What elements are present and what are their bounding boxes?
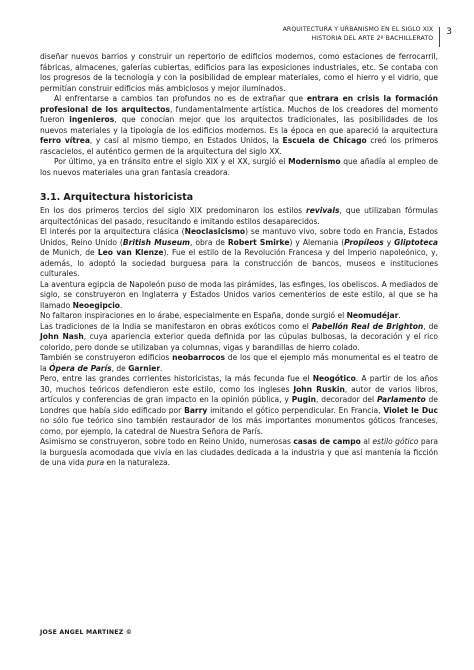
header-title: ARQUITECTURA Y URBANISMO EN EL SIGLO XIX <box>282 26 434 33</box>
paragraph: La aventura egipcia de Napoleón puso de moda las pirámides, las esfinges, los obeliscos. A mediados de siglo, se construyeron en Inglaterra y Estados Unidos varios cementerios de este estilo, al que se ha llamado Neoegipcio. <box>40 279 438 310</box>
paragraph: No faltaron inspiraciones en lo árabe, especialmente en España, donde surgió el Neomudéjar. <box>40 311 401 320</box>
header-subtitle: HISTORIA DEL ARTE 2º BACHILLERATO <box>311 34 434 42</box>
page-header <box>283 26 452 47</box>
page-number: 3 <box>446 27 452 37</box>
header-text <box>283 26 440 43</box>
document-body <box>40 52 438 469</box>
paragraph: También se construyeron edificios neobarrocos de los que el ejemplo más monumental es el teatro de la Ópera de París, de Garnier. <box>40 353 438 373</box>
paragraph: En los dos primeros tercios del siglo XIX predominaron los estilos revivals, que utilizaban fórmulas arquitectónicas del pasado, resucitando e imitando estilos desaparecidos. <box>40 206 438 226</box>
paragraph: Por último, ya en tránsito entre el siglo XIX y el XX, surgió el Modernismo que añadía al empleo de los nuevos materiales una gran fantasía creadora. <box>40 157 438 177</box>
section-title: 3.1. Arquitectura historicista <box>40 192 194 203</box>
paragraph: Asimismo se construyeron, sobre todo en Reino Unido, numerosas casas de campo al estilo gótico para la burguesía acomodada que vivía en las ciudades dedicada a la industria y que así mantenía la ficción de una vida pura en la naturaleza. <box>40 437 438 467</box>
paragraph: Pero, entre las grandes corrientes historicistas, la más fecunda fue el Neogótico. A partir de los años 30, muchos teóricos defendieron este estilo, como los ingleses John Ruskin, autor de varios libros, artículos y conferencias de gran impacto en la opinión pública, y Pugin, decorador del Parlamento de Londres que había sido edificado por Barry imitando el gótico perpendicular. En Francia, Violet le Duc no sólo fue teórico sino también restaurador de los más importantes monumentos góticos franceses, como, por ejemplo, la catedral de Nuestra Señora de París. <box>40 374 439 436</box>
page-footer: JOSE ANGEL MARTINEZ © <box>40 629 133 636</box>
paragraph: El interés por la arquitectura clásica (Neoclasicismo) se mantuvo vivo, sobre todo en Francia, Estados Unidos, Reino Unido (British Museum, obra de Robert Smirke) y Alemania (Propíleos y Gliptoteca de Munich, de Leo van Klenze). Fue el estilo de la Revolución Francesa y del Imperio napoleónico, y, además, lo adoptó la sociedad burguesa para la construcción de bancos, museos e instituciones culturales. <box>40 227 439 278</box>
paragraph: Las tradiciones de la India se manifestaron en obras exóticos como el Pabellón Real de Brighton, de John Nash, cuya apariencia exterior queda definida por las cúpulas bulbosas, la decoración y el rico colorido, pero donde se utilizaban ya columnas, vigas y barandillas de hierro colado. <box>40 321 439 352</box>
paragraph: diseñar nuevos barrios y construir un repertorio de edificios modernos, como estaciones de ferrocarril, fábricas, almacenes, galerías cubiertas, edificios para las exposiciones industriales, etc. Se contaba con los progresos de la tecnología y con la posibilidad de emplear materiales, como el hierro y el vidrio, que permitían construir edificios más ambiciosos y mejor iluminados. <box>40 52 438 93</box>
paragraph: Al enfrentarse a cambios tan profundos no es de extrañar que entrara en crisis la formación profesional de los arquitectos, fundamentalmente artística. Muchos de los creadores del momento fueron ingenieros, que conocían mejor que los arquitectos tradicionales, las posibilidades de los nuevos materiales y la tipología de los edificios modernos. Es la época en que apareció la arquitectura ferro vítrea, y casi al mismo tiempo, en Estados Unidos, la Escuela de Chicago creó los primeros rascacielos, el auténtico germen de la arquitectura del siglo XX. <box>40 94 438 156</box>
